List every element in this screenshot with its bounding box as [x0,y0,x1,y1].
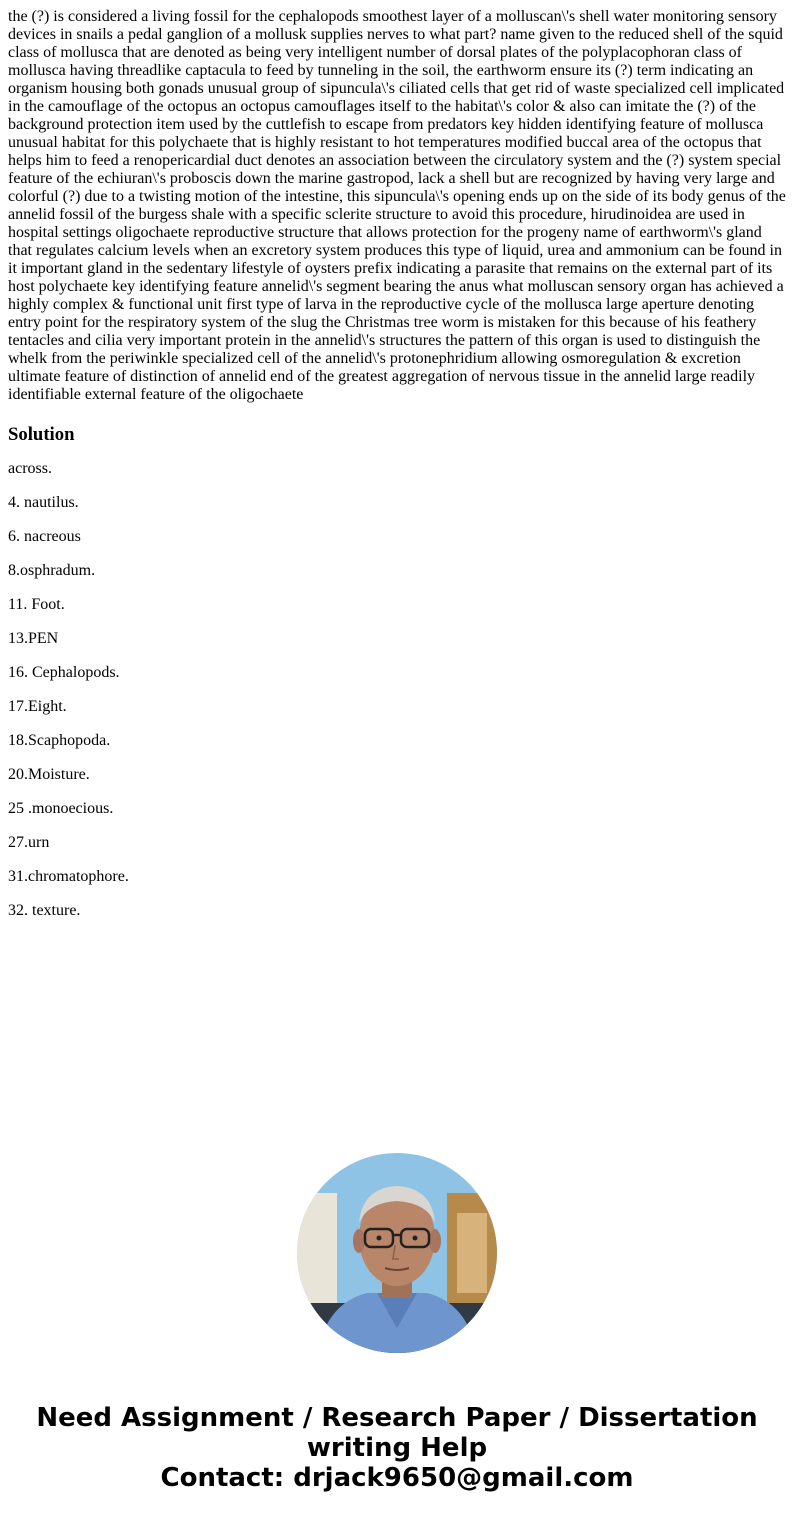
answer-item: 8.osphradum. [8,562,96,579]
answer-item: 18.Scaphopoda. [8,732,111,749]
answer-list [8,460,788,920]
answer-item: 25 .monoecious. [8,800,114,817]
answer-item: 16. Cephalopods. [8,664,120,681]
answer-item: 27.urn [8,834,50,851]
footer-banner [0,1403,794,1493]
answer-item: 32. texture. [8,902,81,919]
document-content [8,8,788,936]
footer-contact: Contact: drjack9650@gmail.com [160,1463,634,1493]
question-text: the (?) is considered a living fossil for the cephalopods smoothest layer of a molluscan\'s shell water monitoring sensory devices in snails a pedal ganglion of a mollusk supplies nerves to what part? name given to the reduced shell of the squid class of mollusca that are denoted as being very intelligent number of dorsal plates of the polyplacophoran class of mollusca having threadlike captacula to feed by tunneling in the soil, the earthworm ensure its (?) term indicating an organism housing both gonads unusual group of sipuncula\'s ciliated cells that get rid of waste specialized cell implicated in the camouflage of the octopus an octopus camouflages itself to the habitat\'s color & also can imitate the (?) of the background protection item used by the cuttlefish to escape from predators key hidden identifying feature of mollusca unusual habitat for this polychaete that is highly resistant to hot temperatures modified buccal area of the octopus that helps him to feed a renopericardial duct denotes an association between the circulatory system and the (?) system special feature of the echiuran\'s proboscis down the marine gastropod, lack a shell but are recognized by having very large and colorful (?) due to a twisting motion of the intestine, this sipuncula\'s opening ends up on the side of its body genus of the annelid fossil of the burgess shale with a specific sclerite structure to avoid this procedure, hirudinoidea are used in hospital settings oligochaete reproductive structure that allows protection for the progeny name of earthworm\'s gland that regulates calcium levels when an excretory system produces this type of liquid, urea and ammonium can be found in it important gland in the sedentary lifestyle of oysters prefix indicating a parasite that remains on the external part of its host polychaete key identifying feature annelid\'s segment bearing the anus what molluscan sensory organ has achieved a highly complex & functional unit first type of larva in the reproductive cycle of the mollusca large aperture denoting entry point for the respiratory system of the slug the Christmas tree worm is mistaken for this because of his feathery tentacles and cilia very important protein in the annelid\'s structures the pattern of this organ is used to distinguish the whelk from the periwinkle specialized cell of the annelid\'s protonephridium allowing osmoregulation & excretion ultimate feature of distinction of annelid end of the greatest aggregation of nervous tissue in the annelid large readily identifiable external feature of the oligochaete [8,8,786,403]
answer-item: 6. nacreous [8,528,81,545]
footer-line-2: writing Help [306,1433,488,1463]
answer-item: 4. nautilus. [8,494,79,511]
author-avatar [297,1153,497,1353]
answer-item: 31.chromatophore. [8,868,129,885]
answer-item: 17.Eight. [8,698,67,715]
solution-heading: Solution [8,424,75,445]
footer-line-1: Need Assignment / Research Paper / Dissertation [36,1403,758,1433]
answer-item: 11. Foot. [8,596,65,613]
author-portrait-image [297,1153,497,1353]
answer-item: 13.PEN [8,630,59,647]
answer-item: across. [8,460,52,477]
answer-item: 20.Moisture. [8,766,90,783]
